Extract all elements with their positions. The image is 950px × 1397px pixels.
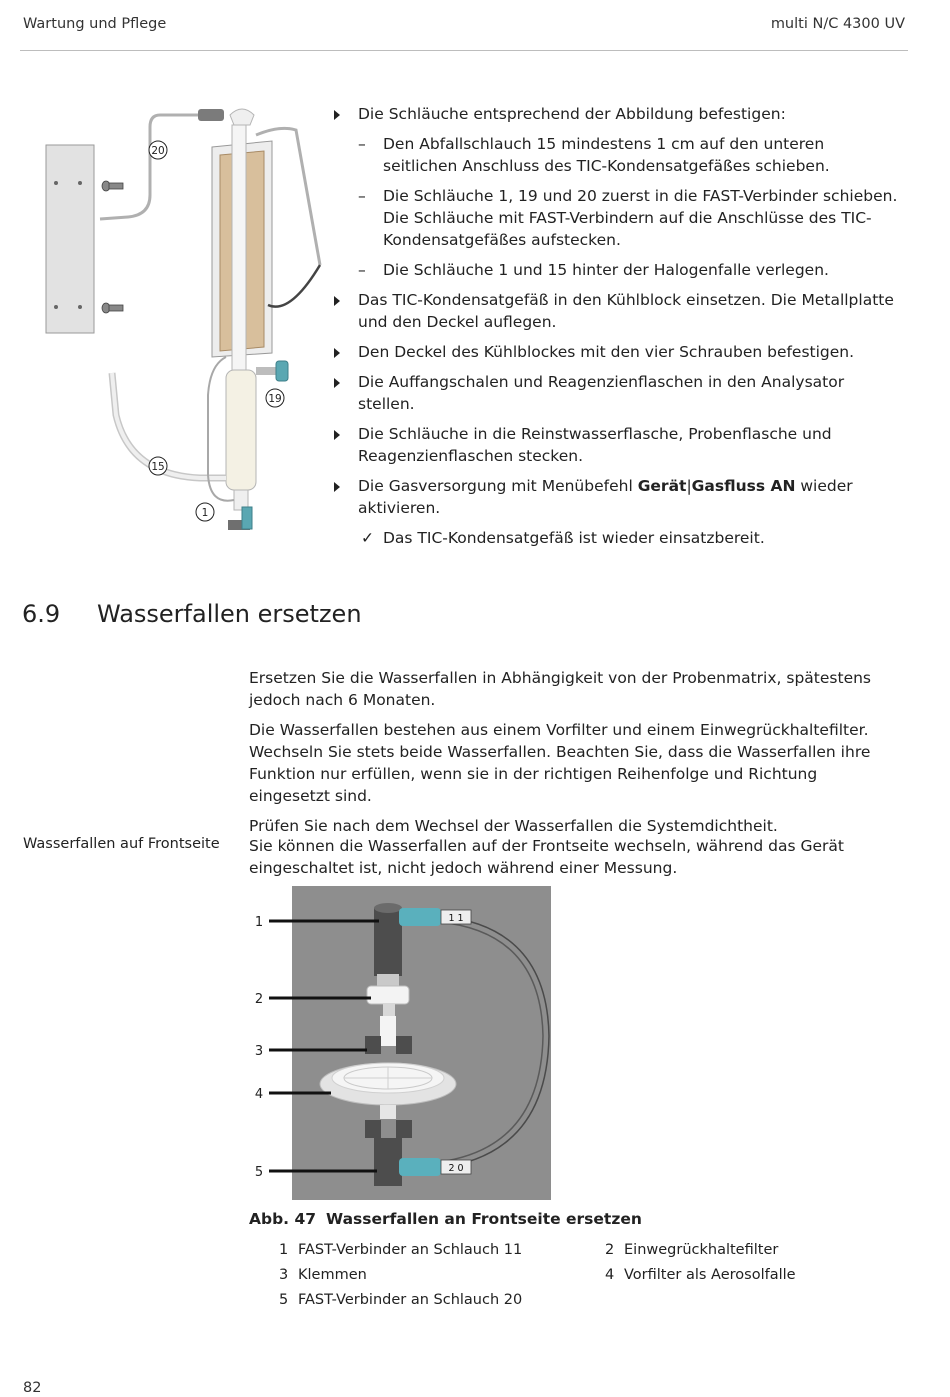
tube-tag-top: 1 1 [448,913,464,924]
step-item [333,341,898,363]
arrow-right-icon [334,296,340,306]
paragraph: Die Wasserfallen bestehen aus einem Vorfilter und einem Einwegrückhaltefilter. Wechseln Sie stets beide Wasserfallen. Beachten Sie, dass die Wasserfallen ihre Funktion nur erfüllen, wenn sie in der richtigen Reihenfolge und Richtung eingesetzt sind. [249,721,871,805]
step-text: Die Auffangschalen und Reagenzienflaschen in den Analysator stellen. [358,373,845,413]
section-title: Wasserfallen ersetzen [97,600,362,628]
callout-19-label: 19 [268,393,282,405]
legend-item [279,1267,367,1283]
section-number: 6.9 [22,600,61,628]
instruction-steps [333,103,898,557]
sub-step-item [333,133,898,177]
arrow-right-icon [334,378,340,388]
step-text: Die Schläuche in die Reinstwasserflasche, Probenflasche und Reagenzienflaschen stecken. [358,425,832,465]
legend-item [279,1242,522,1258]
caption-text: Wasserfallen an Frontseite ersetzen [326,1210,642,1228]
callout-5-label: 5 [254,1165,264,1180]
header-chapter: Wartung und Pflege [23,16,167,32]
step-text: Das TIC-Kondensatgefäß in den Kühlblock einsetzen. Die Metallplatte und den Deckel auflegen. [358,291,894,331]
tube-tag-bottom: 2 0 [448,1163,464,1174]
caption-label: Abb. 47 [249,1210,317,1228]
legend-text: FAST-Verbinder an Schlauch 11 [298,1242,523,1258]
menu-command-gasfluss: Gasfluss AN [691,477,796,495]
arrow-right-icon [334,430,340,440]
dash-marker: – [358,135,366,153]
sub-step-text: Die Schläuche 1 und 15 hinter der Halogenfalle verlegen. [383,261,829,279]
header-rule [20,50,908,51]
menu-separator: | [686,477,692,495]
paragraph: Ersetzen Sie die Wasserfallen in Abhängigkeit von der Probenmatrix, spätestens jedoch nach 6 Monaten. [249,669,872,709]
legend-number: 3 [279,1267,289,1283]
sub-step-item [333,185,898,251]
water-traps-figure [249,886,559,1202]
tic-condensate-vessel-figure [20,95,330,550]
step-item [333,371,898,415]
step-item [333,103,898,125]
step-item [333,423,898,467]
legend-number: 1 [279,1242,289,1258]
menu-command-geraet: Gerät [637,477,687,495]
arrow-right-icon [334,348,340,358]
margin-note: Wasserfallen auf Frontseite [23,836,220,852]
callout-20-label: 20 [151,145,165,157]
legend-text: FAST-Verbinder an Schlauch 20 [298,1292,523,1308]
legend-number: 5 [279,1292,289,1308]
legend-item [605,1242,778,1258]
legend-item [605,1267,796,1283]
checkmark-icon: ✓ [361,529,374,547]
legend-text: Klemmen [298,1267,367,1283]
paragraph: Prüfen Sie nach dem Wechsel der Wasserfallen die Systemdichtheit. [249,817,778,835]
callout-15-label: 15 [151,461,165,473]
step-item [333,475,898,519]
callout-3-label: 3 [254,1044,264,1059]
callout-4-label: 4 [254,1087,264,1102]
step-text: Den Deckel des Kühlblockes mit den vier Schrauben befestigen. [358,343,855,361]
arrow-right-icon [334,110,340,120]
legend-number: 4 [605,1267,615,1283]
step-item [333,289,898,333]
arrow-right-icon [334,482,340,492]
result-text: Das TIC-Kondensatgefäß ist wieder einsatzbereit. [383,529,765,547]
result-item [333,527,898,549]
front-body [249,835,901,879]
header-product: multi N/C 4300 UV [770,16,905,32]
legend-number: 2 [605,1242,615,1258]
paragraph: Sie können die Wasserfallen auf der Frontseite wechseln, während das Gerät eingeschaltet ist, nicht jedoch während einer Messung. [249,837,844,877]
sub-step-text: Den Abfallschlauch 15 mindestens 1 cm auf den unteren seitlichen Anschluss des TIC-Kondensatgefäßes schieben. [383,135,830,175]
callout-2-label: 2 [254,992,264,1007]
section-body [249,667,901,845]
step-text-pre: Die Gasversorgung mit Menübefehl [358,477,638,495]
callout-1-label: 1 [254,915,264,930]
page-number: 82 [23,1380,42,1396]
sub-step-item [333,259,898,281]
legend-text: Einwegrückhaltefilter [624,1242,779,1258]
dash-marker: – [358,187,366,205]
sub-step-text: Die Schläuche 1, 19 und 20 zuerst in die FAST-Verbinder schieben. Die Schläuche mit FAST-Verbindern auf die Anschlüsse des TIC-Kondensatgefäßes aufstecken. [383,187,898,249]
legend-text: Vorfilter als Aerosolfalle [624,1267,796,1283]
legend-item [279,1292,522,1308]
step-text-post: wieder aktivieren. [358,477,853,517]
figure-caption [249,1210,642,1228]
dash-marker: – [358,261,366,279]
callout-1-label: 1 [201,507,209,519]
step-text: Die Schläuche entsprechend der Abbildung befestigen: [358,105,786,123]
